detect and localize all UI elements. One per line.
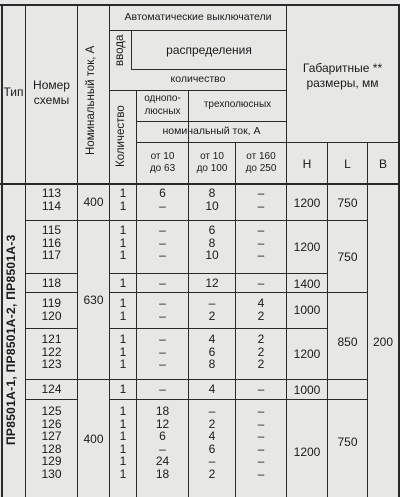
header-distribution: распределения xyxy=(166,43,252,57)
value: 2 xyxy=(208,466,216,481)
header-auto-breakers: Автоматические выключатели xyxy=(124,11,272,23)
header-scheme-number-1: Номер xyxy=(33,78,70,92)
H-group-2: 1200 xyxy=(293,240,321,254)
header-quantity: Количество xyxy=(115,105,127,167)
schemes-group-3 xyxy=(26,277,77,290)
r3-group-1 xyxy=(236,187,286,212)
header-range1-2: до 63 xyxy=(149,163,176,174)
r2-group-7 xyxy=(189,405,235,481)
grid-v xyxy=(77,4,78,497)
grid-h xyxy=(109,379,367,380)
scheme-119: 119 xyxy=(41,296,62,310)
value: – xyxy=(159,308,166,323)
value: – xyxy=(257,441,265,456)
scheme-127: 127 xyxy=(41,429,62,444)
value: – xyxy=(159,248,166,263)
qty-group-6 xyxy=(110,383,136,396)
grid-h xyxy=(25,399,77,400)
value: – xyxy=(159,276,166,290)
qty: 1 xyxy=(119,344,127,359)
grid-h xyxy=(77,220,109,221)
value: – xyxy=(257,416,265,431)
qty: 1 xyxy=(119,235,127,250)
scheme-115: 115 xyxy=(41,223,62,237)
current-630: 630 xyxy=(83,293,104,307)
value: 12 xyxy=(155,416,170,431)
qty-group-4 xyxy=(110,297,136,322)
qty-group-2 xyxy=(110,224,136,262)
qty: 1 xyxy=(119,382,127,396)
qty: 1 xyxy=(119,429,127,444)
qty: 1 xyxy=(119,416,127,431)
header-H: Н xyxy=(302,157,312,171)
current-400-b: 400 xyxy=(83,432,104,446)
header-range2-2: до 100 xyxy=(196,163,228,174)
scheme-116: 116 xyxy=(41,235,62,250)
schemes-group-2 xyxy=(26,224,77,262)
header-nominal-current: номинальный ток, А xyxy=(162,125,261,137)
border-top xyxy=(0,4,400,6)
value: – xyxy=(208,454,216,469)
value: – xyxy=(159,382,166,396)
value: – xyxy=(208,296,216,310)
value: – xyxy=(257,198,265,213)
qty: 1 xyxy=(119,276,127,290)
header-single-pole-1: однопо- xyxy=(144,93,181,104)
header-range3-2: до 250 xyxy=(245,163,277,174)
schemes-group-6 xyxy=(26,383,77,396)
value: – xyxy=(257,454,265,469)
value: – xyxy=(257,466,265,481)
value: – xyxy=(257,248,265,263)
r3-group-4 xyxy=(236,297,286,322)
grid-h xyxy=(136,121,286,122)
header-range2-1: от 10 xyxy=(200,151,224,162)
grid-h xyxy=(25,328,77,329)
value: 4 xyxy=(208,429,216,444)
value: 6 xyxy=(208,441,216,456)
r3-group-2 xyxy=(236,224,286,262)
value: – xyxy=(159,296,166,310)
qty-group-5 xyxy=(110,333,136,371)
border-left xyxy=(1,4,3,497)
scheme-113: 113 xyxy=(41,186,62,200)
H-group-3: 1400 xyxy=(293,277,321,291)
header-dimensions-2: размеры, мм xyxy=(306,76,379,90)
grid-h xyxy=(109,292,367,293)
value: 10 xyxy=(205,198,219,213)
scheme-129: 129 xyxy=(41,454,62,469)
header-range3-1: от 160 xyxy=(246,151,276,162)
header-L: L xyxy=(344,157,351,171)
schemes-group-7 xyxy=(26,405,77,481)
schemes-group-1 xyxy=(26,187,77,212)
grid-h xyxy=(136,142,286,143)
grid-h xyxy=(131,69,286,70)
scheme-130: 130 xyxy=(41,466,62,481)
value: 6 xyxy=(208,223,216,237)
H-group-7: 1200 xyxy=(293,445,321,459)
r2-group-5 xyxy=(189,333,235,371)
value: – xyxy=(159,344,166,359)
value: 18 xyxy=(155,404,170,418)
grid-h xyxy=(25,273,77,274)
qty: 1 xyxy=(119,332,127,346)
qty-group-1 xyxy=(110,187,136,212)
grid-h xyxy=(109,328,327,329)
r1-group-1 xyxy=(137,187,188,212)
scheme-125: 125 xyxy=(41,404,62,418)
value: – xyxy=(257,235,265,250)
grid-h xyxy=(25,292,77,293)
value: – xyxy=(257,382,265,396)
L-group-7: 750 xyxy=(337,435,358,449)
header-range1-1: от 10 xyxy=(150,151,175,162)
border-right xyxy=(398,4,400,497)
grid-h xyxy=(25,220,77,221)
value: 2 xyxy=(208,416,216,431)
r1-group-7 xyxy=(137,405,188,481)
qty: 1 xyxy=(119,454,127,469)
scheme-121: 121 xyxy=(41,332,62,346)
scheme-122: 122 xyxy=(41,344,62,359)
H-group-6: 1000 xyxy=(293,383,321,397)
value: 2 xyxy=(257,357,265,372)
value: – xyxy=(257,223,265,237)
grid-h xyxy=(0,183,400,185)
value: 12 xyxy=(205,276,219,290)
value: 2 xyxy=(257,332,265,346)
value: 2 xyxy=(208,308,216,323)
r1-group-2 xyxy=(137,224,188,262)
header-input: ввода xyxy=(114,34,126,66)
scheme-128: 128 xyxy=(41,441,62,456)
value: 4 xyxy=(208,382,216,396)
value: 8 xyxy=(208,235,216,250)
value: 2 xyxy=(257,344,265,359)
header-single-pole-2: люсных xyxy=(144,106,181,117)
L-group-1: 750 xyxy=(337,196,358,210)
grid-h xyxy=(109,90,286,91)
header-B: В xyxy=(378,157,387,171)
qty: 1 xyxy=(119,308,127,323)
value: 8 xyxy=(208,186,216,200)
r2-group-2 xyxy=(189,224,235,262)
qty: 1 xyxy=(119,198,127,213)
scheme-126: 126 xyxy=(41,416,62,431)
qty: 1 xyxy=(119,223,127,237)
r2-group-1 xyxy=(189,187,235,212)
value: 6 xyxy=(159,186,166,200)
header-quantity-group: количество xyxy=(170,73,226,85)
qty: 1 xyxy=(119,357,127,372)
qty-group-7 xyxy=(110,405,136,481)
value: 2 xyxy=(257,308,265,323)
scheme-120: 120 xyxy=(41,308,62,323)
grid-h xyxy=(109,220,367,221)
scheme-114: 114 xyxy=(41,198,62,213)
header-rated-current: Номинальный ток, А xyxy=(85,45,97,155)
value: – xyxy=(159,235,166,250)
grid-h xyxy=(109,30,286,31)
L-group-5: 850 xyxy=(337,335,358,349)
L-group-2: 750 xyxy=(337,250,358,264)
H-group-5: 1200 xyxy=(293,347,321,361)
header-dimensions-1: Габаритные ** xyxy=(302,61,383,75)
H-group-4: 1000 xyxy=(293,303,321,317)
r2-group-4 xyxy=(189,297,235,322)
grid-h xyxy=(286,142,399,143)
value: 4 xyxy=(208,332,216,346)
value: – xyxy=(257,404,265,418)
value: 6 xyxy=(159,429,166,444)
value: – xyxy=(159,332,166,346)
value: – xyxy=(257,186,265,200)
scheme-118: 118 xyxy=(41,276,62,290)
r1-group-6 xyxy=(137,383,188,396)
value: 18 xyxy=(155,466,170,481)
value: 4 xyxy=(257,296,265,310)
grid-h xyxy=(77,379,109,380)
grid-h xyxy=(109,273,327,274)
grid-h xyxy=(25,379,77,380)
qty: 1 xyxy=(119,248,127,263)
grid-v xyxy=(367,142,368,497)
header-scheme-number-2: схемы xyxy=(33,93,70,107)
r1-group-5 xyxy=(137,333,188,371)
scheme-117: 117 xyxy=(41,248,62,263)
header-three-pole: трехполюсных xyxy=(203,99,272,110)
grid-h xyxy=(109,399,367,400)
scheme-124: 124 xyxy=(41,382,62,396)
value: – xyxy=(159,223,166,237)
r2-group-6 xyxy=(189,383,235,396)
value: – xyxy=(257,276,265,290)
scheme-123: 123 xyxy=(41,357,62,372)
qty: 1 xyxy=(119,441,127,456)
H-group-1: 1200 xyxy=(293,196,321,210)
value: 24 xyxy=(155,454,170,469)
value: 8 xyxy=(208,357,216,372)
value: – xyxy=(159,441,166,456)
r3-group-7 xyxy=(236,405,286,481)
value: – xyxy=(159,357,166,372)
value: 10 xyxy=(205,248,219,263)
r3-group-6 xyxy=(236,383,286,396)
value: – xyxy=(159,198,166,213)
qty: 1 xyxy=(119,404,127,418)
B-value: 200 xyxy=(372,335,394,349)
header-type: Тип xyxy=(3,85,24,99)
r2-group-3 xyxy=(189,277,235,290)
type-value: ПР8501А-1, ПР8501А-2, ПР8501А-3 xyxy=(4,234,18,446)
qty: 1 xyxy=(119,296,127,310)
qty: 1 xyxy=(119,466,127,481)
value: – xyxy=(257,429,265,444)
value: – xyxy=(208,404,216,418)
current-400-a: 400 xyxy=(83,195,104,209)
schemes-group-4 xyxy=(26,297,77,322)
r3-group-3 xyxy=(236,277,286,290)
schemes-group-5 xyxy=(26,333,77,371)
qty-group-3 xyxy=(110,277,136,290)
qty: 1 xyxy=(119,186,127,200)
r1-group-3 xyxy=(137,277,188,290)
r3-group-5 xyxy=(236,333,286,371)
value: 6 xyxy=(208,344,216,359)
r1-group-4 xyxy=(137,297,188,322)
